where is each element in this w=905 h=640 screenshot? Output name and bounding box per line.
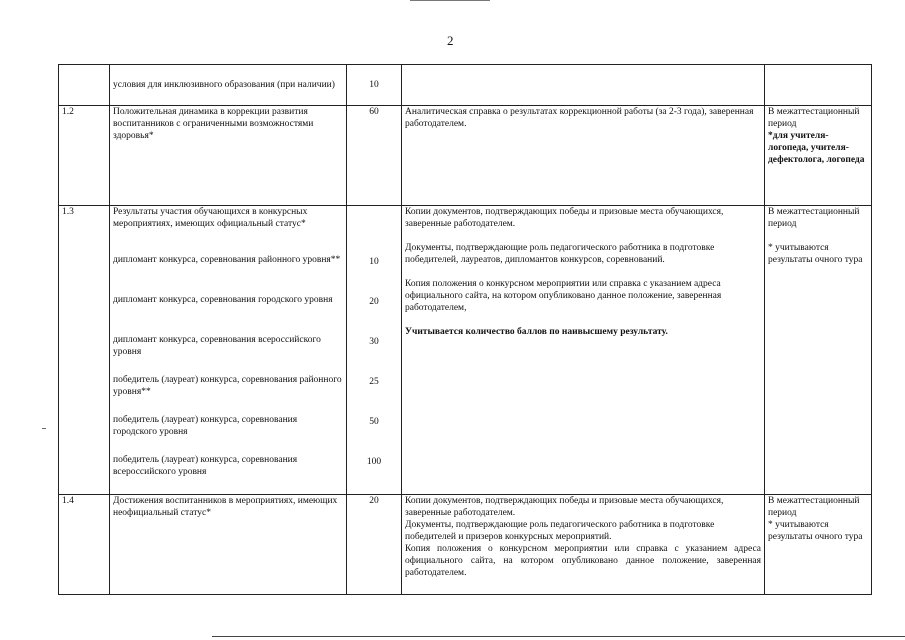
criterion-item: дипломант конкурса, соревнования районного уровня**: [113, 255, 341, 265]
criterion-text: Положительная динамика в коррекции развития воспитанников с ограниченными возможностями здоровья*: [113, 107, 314, 141]
criterion-cell: [110, 206, 347, 495]
proof-text: Копии документов, подтверждающих победы и призовые места обучающихся, заверенные работодателем.: [405, 207, 724, 229]
points-value: 60: [369, 107, 379, 117]
proof-text: Аналитическая справка о результатах коррекционной работы (за 2-3 года), заверенная работодателем.: [405, 107, 754, 129]
points-value: 20: [369, 496, 379, 506]
criterion-cell: [110, 495, 347, 595]
page-number: 2: [447, 33, 454, 48]
note-cell: [765, 206, 872, 495]
table-row: [59, 206, 872, 495]
proof-text: Копия положения о конкурсном мероприятии или справка с указанием адреса официального сайта, на котором опубликовано данное положение, заверенная работодателем.: [405, 544, 761, 578]
proof-cell: [402, 206, 765, 495]
row-number: 1.4: [59, 495, 110, 595]
note-period: В межаттестационный период: [768, 496, 860, 518]
note-period: В межаттестационный период: [768, 107, 860, 129]
margin-mark: [42, 428, 46, 429]
proof-text: Копии документов, подтверждающих победы и призовые места обучающихся, заверенные работодателем.: [405, 496, 724, 518]
points-cell: [347, 106, 402, 206]
criteria-table: [58, 64, 872, 595]
note-extra: *для учителя-логопеда, учителя-дефектолога, логопеда: [768, 131, 865, 165]
criterion-item: победитель (лауреат) конкурса, соревнования городского уровня: [113, 415, 298, 437]
points-cell: [347, 206, 402, 495]
row-number: 1.3: [59, 206, 110, 495]
proof-emphasis: Учитывается количество баллов по наивысшему результату.: [405, 327, 668, 337]
criterion-cell: [110, 106, 347, 206]
points-value: 100: [366, 457, 382, 467]
top-rule: [410, 0, 490, 1]
criterion-item: победитель (лауреат) конкурса, соревнования всероссийского уровня: [113, 455, 298, 477]
criterion-item: дипломант конкурса, соревнования всероссийского уровня: [113, 335, 321, 357]
criterion-item: победитель (лауреат) конкурса, соревнования районного уровня**: [113, 375, 342, 397]
criterion-intro: Результаты участия обучающихся в конкурсных мероприятиях, имеющих официальный статус*: [113, 207, 308, 229]
proof-cell: [402, 495, 765, 595]
points-value: 10: [369, 80, 379, 90]
points-cell: [347, 495, 402, 595]
table-row: [59, 65, 872, 106]
proof-cell: [402, 106, 765, 206]
points-value: 10: [369, 257, 379, 267]
row-number: [59, 65, 110, 106]
row-number: 1.2: [59, 106, 110, 206]
criterion-cell: [110, 65, 347, 106]
points-value: 30: [369, 337, 379, 347]
points-cell: [347, 65, 402, 106]
criterion-item: дипломант конкурса, соревнования городского уровня: [113, 295, 333, 305]
note-cell: [765, 106, 872, 206]
note-extra: * учитываются результаты очного тура: [768, 243, 863, 265]
proof-text: Копия положения о конкурсном мероприятии или справка с указанием адреса официального сайта, на котором опубликовано данное положение, заверенная работодателем,: [405, 279, 722, 313]
points-value: 50: [369, 417, 379, 427]
note-extra: * учитываются результаты очного тура: [768, 520, 863, 542]
points-value: 25: [369, 377, 379, 387]
table-row: [59, 106, 872, 206]
table-row: [59, 495, 872, 595]
points-value: 20: [369, 297, 379, 307]
proof-text: Документы, подтверждающие роль педагогического работника в подготовке победителей и призеров конкурсных мероприятий.: [405, 520, 715, 542]
bottom-rule: [212, 636, 905, 637]
note-cell: [765, 495, 872, 595]
note-cell: [765, 65, 872, 106]
criterion-text: условия для инклюзивного образования (при наличии): [113, 80, 335, 90]
criterion-text: Достижения воспитанников в мероприятиях, имеющих неофициальный статус*: [113, 496, 338, 518]
proof-text: Документы, подтверждающие роль педагогического работника в подготовке победителей, лауреатов, дипломантов конкурсов, соревнований.: [405, 243, 715, 265]
proof-cell: [402, 65, 765, 106]
note-period: В межаттестационный период: [768, 207, 860, 229]
